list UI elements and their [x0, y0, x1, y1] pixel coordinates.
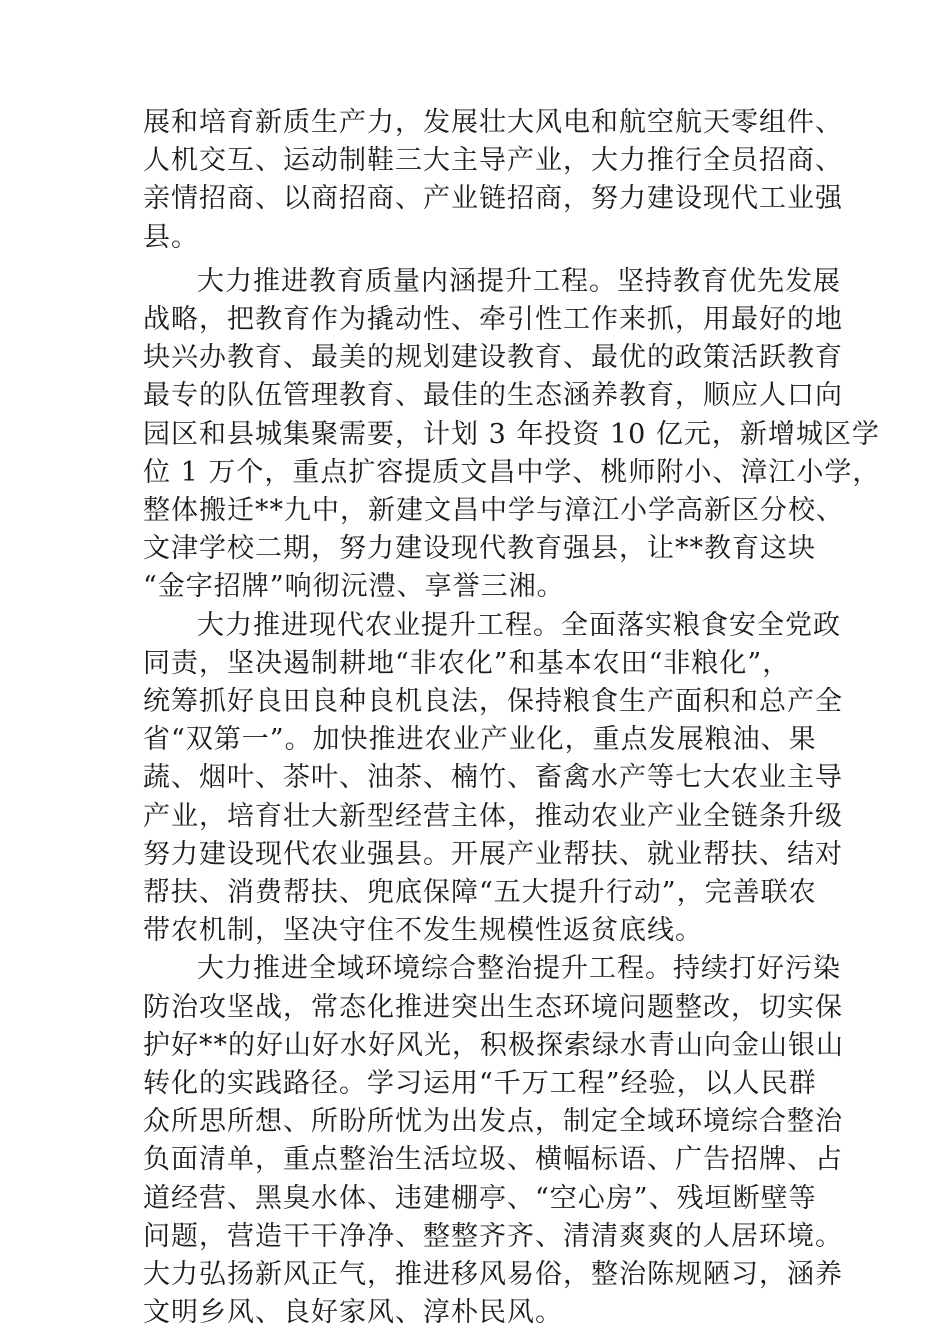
text-line: 负面清单，重点整治生活垃圾、横幅标语、广告招牌、占	[143, 1144, 843, 1176]
text-line: 努力建设现代农业强县。开展产业帮扶、就业帮扶、结对	[143, 838, 843, 870]
text-line: 帮扶、消费帮扶、兜底保障“五大提升行动”，完善联农	[143, 877, 817, 909]
text-line: 蔬、烟叶、茶叶、油茶、楠竹、畜禽水产等七大农业主导	[143, 762, 843, 794]
text-line: 大力弘扬新风正气，推进移风易俗，整治陈规陋习，涵养	[143, 1259, 843, 1291]
text-line: “金字招牌”响彻沅澧、享誉三湘。	[143, 571, 565, 603]
text-line: 统筹抓好良田良种良机良法，保持粮食生产面积和总产全	[143, 686, 843, 718]
text-line: 县。	[143, 221, 199, 253]
text-line-first: 大力推进全域环境综合整治提升工程。持续打好污染	[197, 953, 841, 985]
paragraph-4	[143, 950, 844, 1332]
text-line: 人机交互、运动制鞋三大主导产业，大力推行全员招商、	[143, 145, 843, 177]
text-line: 转化的实践路径。学习运用“千万工程”经验，以人民群	[143, 1068, 817, 1100]
body-text	[143, 104, 881, 1333]
text-line: 园区和县城集聚需要，计划 3 年投资 10 亿元，新增城区学	[143, 418, 880, 450]
text-line: 块兴办教育、最美的规划建设教育、最优的政策活跃教育	[143, 342, 843, 374]
text-line: 同责，坚决遏制耕地“非农化”和基本农田“非粮化”，	[143, 647, 791, 679]
paragraph-1	[143, 104, 843, 257]
text-line: 护好**的好山好水好风光，积极探索绿水青山向金山银山	[143, 1029, 844, 1061]
text-line: 众所思所想、所盼所忧为出发点，制定全域环境综合整治	[143, 1106, 843, 1138]
text-line: 展和培育新质生产力，发展壮大风电和航空航天零组件、	[143, 107, 843, 138]
text-line-first: 大力推进教育质量内涵提升工程。坚持教育优先发展	[197, 265, 841, 297]
text-line: 整体搬迁**九中，新建文昌中学与漳江小学高新区分校、	[143, 495, 844, 527]
text-line: 位 1 万个，重点扩容提质文昌中学、桃师附小、漳江小学，	[143, 456, 881, 488]
text-line: 最专的队伍管理教育、最佳的生态涵养教育，顺应人口向	[143, 380, 843, 412]
text-line: 文明乡风、良好家风、淳朴民风。	[143, 1297, 563, 1329]
text-line: 道经营、黑臭水体、违建棚亭、“空心房”、残垣断壁等	[143, 1182, 817, 1214]
text-line: 战略，把教育作为撬动性、牵引性工作来抓，用最好的地	[143, 304, 843, 336]
text-line: 防治攻坚战，常态化推进突出生态环境问题整改，切实保	[143, 991, 843, 1023]
paragraph-2	[143, 263, 881, 607]
text-line: 省“双第一”。加快推进农业产业化，重点发展粮油、果	[143, 724, 817, 756]
text-line: 产业，培育壮大新型经营主体，推动农业产业全链条升级	[143, 800, 843, 832]
text-line: 亲情招商、以商招商、产业链招商，努力建设现代工业强	[143, 183, 843, 215]
paragraph-3	[143, 607, 843, 951]
text-line-first: 大力推进现代农业提升工程。全面落实粮食安全党政	[197, 609, 841, 641]
text-line: 文津学校二期，努力建设现代教育强县，让**教育这块	[143, 533, 816, 565]
text-line: 问题，营造干干净净、整整齐齐、清清爽爽的人居环境。	[143, 1220, 843, 1252]
text-line: 带农机制，坚决守住不发生规模性返贫底线。	[143, 915, 703, 947]
